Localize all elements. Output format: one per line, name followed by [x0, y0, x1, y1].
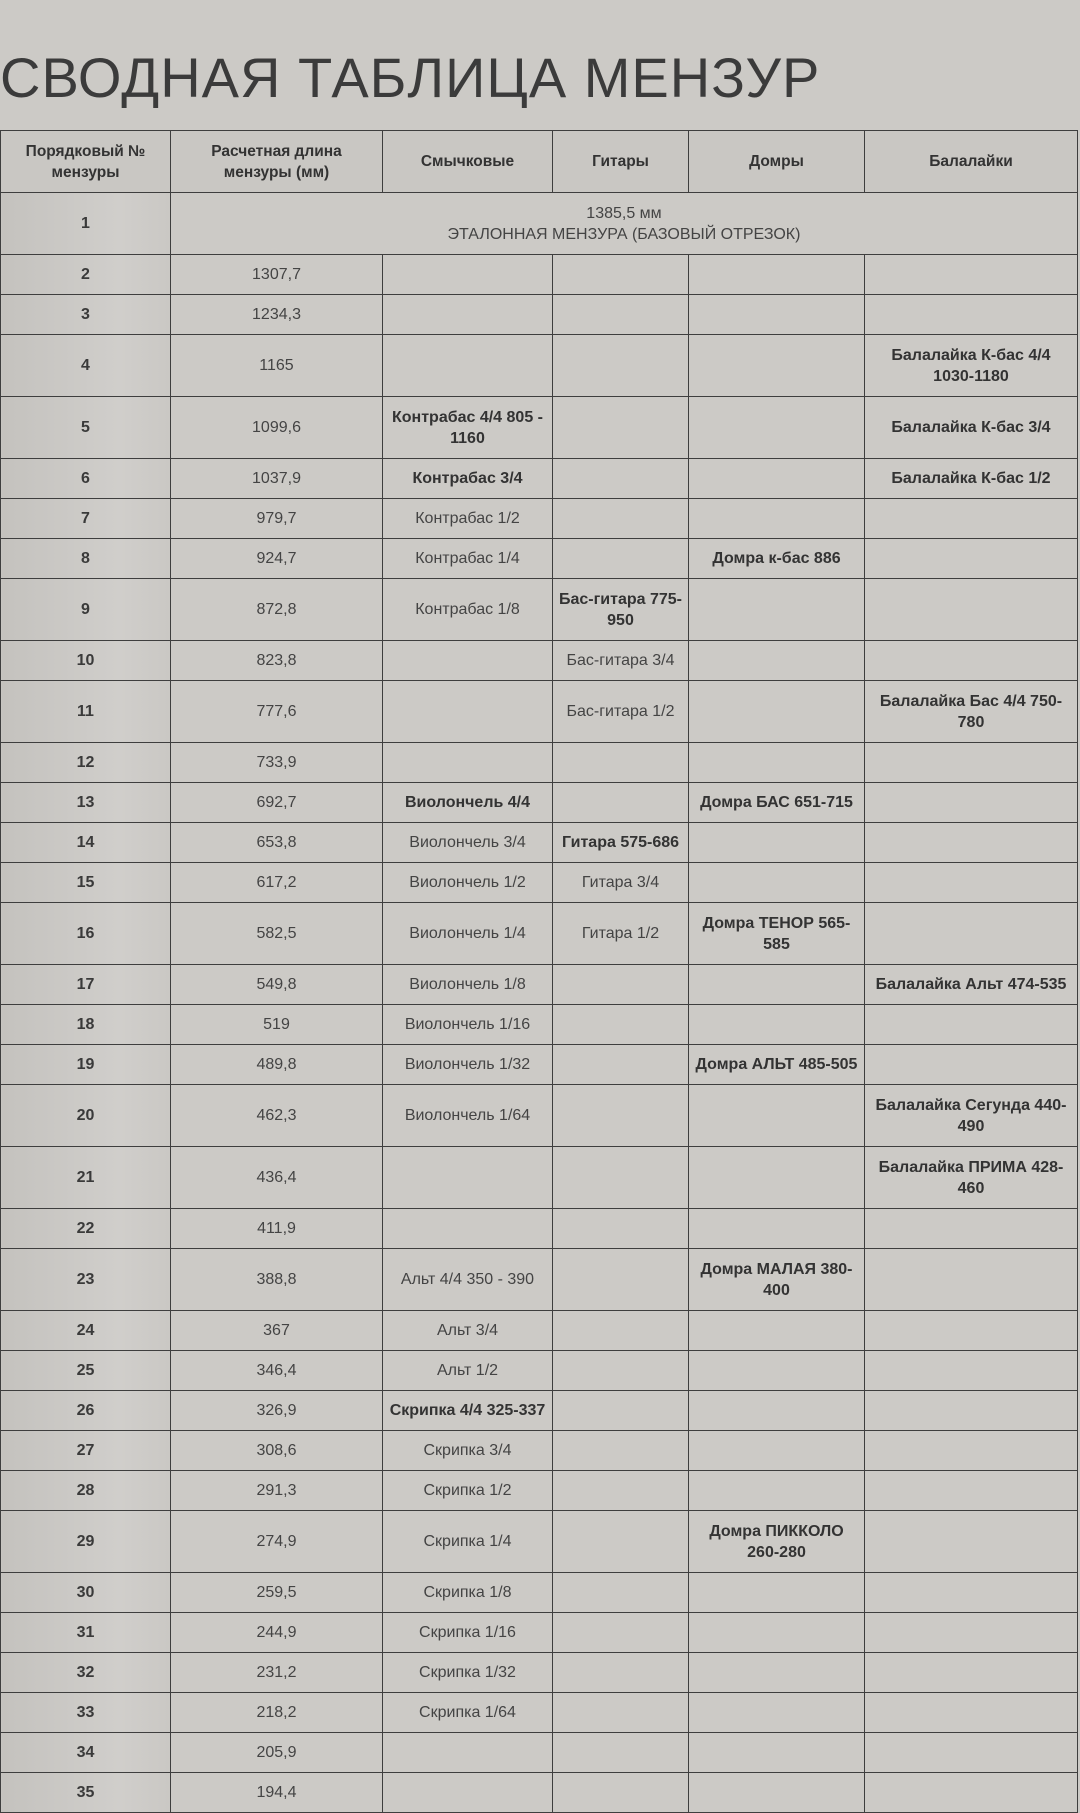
domra-cell [689, 255, 865, 295]
row-number-cell: 2 [1, 255, 171, 295]
guitar-cell [553, 499, 689, 539]
bowed-instrument-cell: Скрипка 3/4 [383, 1431, 553, 1471]
guitar-cell [553, 1005, 689, 1045]
bowed-instrument-cell [383, 1147, 553, 1209]
domra-cell [689, 1147, 865, 1209]
balalaika-cell: Балалайка Бас 4/4 750-780 [865, 681, 1078, 743]
scale-length-cell: 244,9 [171, 1613, 383, 1653]
bowed-instrument-cell: Виолончель 1/8 [383, 965, 553, 1005]
balalaika-cell [865, 1693, 1078, 1733]
domra-cell [689, 295, 865, 335]
scale-length-cell: 872,8 [171, 579, 383, 641]
row-number-cell: 9 [1, 579, 171, 641]
domra-cell [689, 1085, 865, 1147]
table-row [1, 1209, 1078, 1249]
domra-cell [689, 1733, 865, 1773]
scale-length-cell: 367 [171, 1311, 383, 1351]
bowed-instrument-cell [383, 335, 553, 397]
guitar-cell [553, 1511, 689, 1573]
domra-cell [689, 499, 865, 539]
bowed-instrument-cell [383, 255, 553, 295]
table-row [1, 1311, 1078, 1351]
row-number-cell: 26 [1, 1391, 171, 1431]
balalaika-cell: Балалайка К-бас 3/4 [865, 397, 1078, 459]
bowed-instrument-cell [383, 1733, 553, 1773]
guitar-cell [553, 1573, 689, 1613]
table-row [1, 965, 1078, 1005]
column-header-balalaikas: Балалайки [865, 131, 1078, 193]
bowed-instrument-cell: Скрипка 1/2 [383, 1471, 553, 1511]
row-number-cell: 34 [1, 1733, 171, 1773]
domra-cell [689, 335, 865, 397]
row-number-cell: 6 [1, 459, 171, 499]
balalaika-cell [865, 295, 1078, 335]
row-number-cell: 14 [1, 823, 171, 863]
balalaika-cell [865, 1045, 1078, 1085]
row-number-cell: 29 [1, 1511, 171, 1573]
row-number-cell: 31 [1, 1613, 171, 1653]
scale-length-cell: 346,4 [171, 1351, 383, 1391]
table-row [1, 539, 1078, 579]
table-row [1, 1511, 1078, 1573]
row-number-cell: 20 [1, 1085, 171, 1147]
row-number-cell: 33 [1, 1693, 171, 1733]
bowed-instrument-cell: Контрабас 4/4 805 - 1160 [383, 397, 553, 459]
guitar-cell [553, 1209, 689, 1249]
balalaika-cell: Балалайка К-бас 1/2 [865, 459, 1078, 499]
scale-length-cell: 194,4 [171, 1773, 383, 1813]
table-row [1, 1005, 1078, 1045]
balalaika-cell [865, 1391, 1078, 1431]
table-row [1, 1351, 1078, 1391]
row-number-cell: 24 [1, 1311, 171, 1351]
column-header-bowed: Смычковые [383, 131, 553, 193]
scale-length-cell: 692,7 [171, 783, 383, 823]
row-number-cell: 30 [1, 1573, 171, 1613]
guitar-cell [553, 1471, 689, 1511]
guitar-cell [553, 1311, 689, 1351]
balalaika-cell [865, 579, 1078, 641]
row-number-cell: 27 [1, 1431, 171, 1471]
table-row [1, 295, 1078, 335]
domra-cell [689, 1311, 865, 1351]
balalaika-cell [865, 1511, 1078, 1573]
table-row [1, 1045, 1078, 1085]
table-row [1, 1733, 1078, 1773]
table-row [1, 743, 1078, 783]
balalaika-cell [865, 1249, 1078, 1311]
table-row [1, 903, 1078, 965]
guitar-cell: Гитара 575-686 [553, 823, 689, 863]
guitar-cell [553, 1613, 689, 1653]
balalaika-cell [865, 743, 1078, 783]
domra-cell [689, 397, 865, 459]
balalaika-cell: Балалайка К-бас 4/4 1030-1180 [865, 335, 1078, 397]
bowed-instrument-cell: Контрабас 3/4 [383, 459, 553, 499]
balalaika-cell: Балалайка ПРИМА 428-460 [865, 1147, 1078, 1209]
guitar-cell [553, 335, 689, 397]
scale-length-cell: 388,8 [171, 1249, 383, 1311]
table-row [1, 823, 1078, 863]
domra-cell: Домра БАС 651-715 [689, 783, 865, 823]
balalaika-cell [865, 823, 1078, 863]
balalaika-cell: Балалайка Сегунда 440-490 [865, 1085, 1078, 1147]
balalaika-cell [865, 1573, 1078, 1613]
guitar-cell [553, 1085, 689, 1147]
domra-cell: Домра ПИККОЛО 260-280 [689, 1511, 865, 1573]
table-row [1, 499, 1078, 539]
guitar-cell [553, 1773, 689, 1813]
balalaika-cell [865, 1613, 1078, 1653]
bowed-instrument-cell: Контрабас 1/4 [383, 539, 553, 579]
page-title: СВОДНАЯ ТАБЛИЦА МЕНЗУР [0, 46, 821, 109]
guitar-cell [553, 397, 689, 459]
balalaika-cell [865, 903, 1078, 965]
row-number-cell: 15 [1, 863, 171, 903]
table-row [1, 579, 1078, 641]
domra-cell [689, 681, 865, 743]
guitar-cell: Гитара 3/4 [553, 863, 689, 903]
column-header-number: Порядковый № мензуры [1, 131, 171, 193]
balalaika-cell [865, 539, 1078, 579]
domra-cell: Домра к-бас 886 [689, 539, 865, 579]
guitar-cell: Бас-гитара 1/2 [553, 681, 689, 743]
row-number-cell: 19 [1, 1045, 171, 1085]
bowed-instrument-cell: Виолончель 1/4 [383, 903, 553, 965]
row-number-cell: 8 [1, 539, 171, 579]
row-number-cell: 5 [1, 397, 171, 459]
scale-length-cell: 308,6 [171, 1431, 383, 1471]
guitar-cell [553, 1249, 689, 1311]
guitar-cell [553, 1653, 689, 1693]
guitar-cell [553, 1147, 689, 1209]
row-number-cell: 16 [1, 903, 171, 965]
guitar-cell [553, 1351, 689, 1391]
domra-cell [689, 459, 865, 499]
table-row [1, 1471, 1078, 1511]
domra-cell [689, 1431, 865, 1471]
balalaika-cell [865, 1005, 1078, 1045]
guitar-cell [553, 783, 689, 823]
table-row [1, 783, 1078, 823]
table-row [1, 641, 1078, 681]
balalaika-cell [865, 255, 1078, 295]
row-number-cell: 21 [1, 1147, 171, 1209]
domra-cell [689, 1471, 865, 1511]
balalaika-cell [865, 1209, 1078, 1249]
guitar-cell [553, 295, 689, 335]
scale-length-cell: 291,3 [171, 1471, 383, 1511]
row-number-cell: 35 [1, 1773, 171, 1813]
scale-summary-table [0, 130, 1078, 1813]
guitar-cell: Бас-гитара 775-950 [553, 579, 689, 641]
guitar-cell: Бас-гитара 3/4 [553, 641, 689, 681]
scale-length-cell: 582,5 [171, 903, 383, 965]
bowed-instrument-cell [383, 295, 553, 335]
scale-length-cell: 205,9 [171, 1733, 383, 1773]
scale-length-cell: 653,8 [171, 823, 383, 863]
domra-cell: Домра АЛЬТ 485-505 [689, 1045, 865, 1085]
table-row [1, 1085, 1078, 1147]
row-number-cell: 13 [1, 783, 171, 823]
bowed-instrument-cell: Виолончель 4/4 [383, 783, 553, 823]
scale-length-cell: 411,9 [171, 1209, 383, 1249]
table-row [1, 335, 1078, 397]
bowed-instrument-cell: Виолончель 1/64 [383, 1085, 553, 1147]
scale-length-cell: 1037,9 [171, 459, 383, 499]
bowed-instrument-cell: Скрипка 4/4 325-337 [383, 1391, 553, 1431]
domra-cell: Домра ТЕНОР 565-585 [689, 903, 865, 965]
row-number-cell: 22 [1, 1209, 171, 1249]
reference-description: ЭТАЛОННАЯ МЕНЗУРА (БАЗОВЫЙ ОТРЕЗОК) [447, 225, 801, 243]
row-number-cell: 1 [1, 193, 171, 255]
guitar-cell [553, 1391, 689, 1431]
balalaika-cell: Балалайка Альт 474-535 [865, 965, 1078, 1005]
balalaika-cell [865, 1311, 1078, 1351]
table-row [1, 255, 1078, 295]
scale-length-cell: 231,2 [171, 1653, 383, 1693]
balalaika-cell [865, 641, 1078, 681]
bowed-instrument-cell [383, 641, 553, 681]
guitar-cell [553, 1733, 689, 1773]
bowed-instrument-cell: Альт 4/4 350 - 390 [383, 1249, 553, 1311]
domra-cell [689, 1773, 865, 1813]
domra-cell [689, 641, 865, 681]
domra-cell [689, 1391, 865, 1431]
column-header-guitars: Гитары [553, 131, 689, 193]
table-row [1, 1573, 1078, 1613]
bowed-instrument-cell: Виолончель 1/16 [383, 1005, 553, 1045]
domra-cell [689, 1209, 865, 1249]
bowed-instrument-cell: Альт 3/4 [383, 1311, 553, 1351]
guitar-cell [553, 1431, 689, 1471]
row-number-cell: 17 [1, 965, 171, 1005]
domra-cell [689, 1351, 865, 1391]
domra-cell: Домра МАЛАЯ 380-400 [689, 1249, 865, 1311]
column-header-length: Расчетная длина мензуры (мм) [171, 131, 383, 193]
domra-cell [689, 1613, 865, 1653]
balalaika-cell [865, 1653, 1078, 1693]
bowed-instrument-cell: Контрабас 1/8 [383, 579, 553, 641]
scale-length-cell: 326,9 [171, 1391, 383, 1431]
bowed-instrument-cell: Скрипка 1/64 [383, 1693, 553, 1733]
domra-cell [689, 863, 865, 903]
guitar-cell [553, 1693, 689, 1733]
balalaika-cell [865, 1773, 1078, 1813]
row-number-cell: 11 [1, 681, 171, 743]
row-number-cell: 10 [1, 641, 171, 681]
bowed-instrument-cell: Скрипка 1/8 [383, 1573, 553, 1613]
guitar-cell [553, 255, 689, 295]
scale-length-cell: 924,7 [171, 539, 383, 579]
table-row [1, 1653, 1078, 1693]
domra-cell [689, 1653, 865, 1693]
reference-scale-cell [171, 193, 1078, 255]
row-number-cell: 23 [1, 1249, 171, 1311]
scale-length-cell: 777,6 [171, 681, 383, 743]
bowed-instrument-cell: Виолончель 1/32 [383, 1045, 553, 1085]
domra-cell [689, 1693, 865, 1733]
scale-length-cell: 218,2 [171, 1693, 383, 1733]
table-row [1, 1391, 1078, 1431]
scale-length-cell: 1234,3 [171, 295, 383, 335]
bowed-instrument-cell: Альт 1/2 [383, 1351, 553, 1391]
scale-length-cell: 549,8 [171, 965, 383, 1005]
bowed-instrument-cell: Виолончель 3/4 [383, 823, 553, 863]
guitar-cell [553, 1045, 689, 1085]
scale-length-cell: 1099,6 [171, 397, 383, 459]
reference-length: 1385,5 мм [586, 204, 662, 222]
table-row [1, 863, 1078, 903]
scale-length-cell: 489,8 [171, 1045, 383, 1085]
balalaika-cell [865, 499, 1078, 539]
table-row [1, 1693, 1078, 1733]
domra-cell [689, 1005, 865, 1045]
guitar-cell [553, 965, 689, 1005]
row-number-cell: 12 [1, 743, 171, 783]
guitar-cell [553, 539, 689, 579]
table-row [1, 459, 1078, 499]
column-header-domras: Домры [689, 131, 865, 193]
balalaika-cell [865, 1471, 1078, 1511]
bowed-instrument-cell [383, 1209, 553, 1249]
row-number-cell: 3 [1, 295, 171, 335]
row-number-cell: 7 [1, 499, 171, 539]
row-number-cell: 25 [1, 1351, 171, 1391]
domra-cell [689, 1573, 865, 1613]
domra-cell [689, 579, 865, 641]
guitar-cell [553, 459, 689, 499]
balalaika-cell [865, 1431, 1078, 1471]
bowed-instrument-cell: Виолончель 1/2 [383, 863, 553, 903]
domra-cell [689, 743, 865, 783]
scale-length-cell: 617,2 [171, 863, 383, 903]
table-header-row [1, 131, 1078, 193]
table-row [1, 1147, 1078, 1209]
scale-length-cell: 1307,7 [171, 255, 383, 295]
table-row [1, 681, 1078, 743]
bowed-instrument-cell [383, 743, 553, 783]
scale-length-cell: 274,9 [171, 1511, 383, 1573]
table-row [1, 397, 1078, 459]
bowed-instrument-cell: Контрабас 1/2 [383, 499, 553, 539]
scale-length-cell: 259,5 [171, 1573, 383, 1613]
row-number-cell: 32 [1, 1653, 171, 1693]
table-row [1, 1613, 1078, 1653]
table-row [1, 1773, 1078, 1813]
row-number-cell: 18 [1, 1005, 171, 1045]
balalaika-cell [865, 1733, 1078, 1773]
guitar-cell: Гитара 1/2 [553, 903, 689, 965]
row-number-cell: 4 [1, 335, 171, 397]
scale-length-cell: 436,4 [171, 1147, 383, 1209]
balalaika-cell [865, 863, 1078, 903]
table-row [1, 1249, 1078, 1311]
table-row [1, 1431, 1078, 1471]
bowed-instrument-cell: Скрипка 1/4 [383, 1511, 553, 1573]
scale-length-cell: 1165 [171, 335, 383, 397]
bowed-instrument-cell [383, 1773, 553, 1813]
balalaika-cell [865, 783, 1078, 823]
domra-cell [689, 823, 865, 863]
reference-row [1, 193, 1078, 255]
row-number-cell: 28 [1, 1471, 171, 1511]
scale-length-cell: 823,8 [171, 641, 383, 681]
scale-length-cell: 733,9 [171, 743, 383, 783]
balalaika-cell [865, 1351, 1078, 1391]
bowed-instrument-cell: Скрипка 1/32 [383, 1653, 553, 1693]
scale-length-cell: 462,3 [171, 1085, 383, 1147]
bowed-instrument-cell: Скрипка 1/16 [383, 1613, 553, 1653]
guitar-cell [553, 743, 689, 783]
scale-length-cell: 519 [171, 1005, 383, 1045]
domra-cell [689, 965, 865, 1005]
bowed-instrument-cell [383, 681, 553, 743]
scale-length-cell: 979,7 [171, 499, 383, 539]
